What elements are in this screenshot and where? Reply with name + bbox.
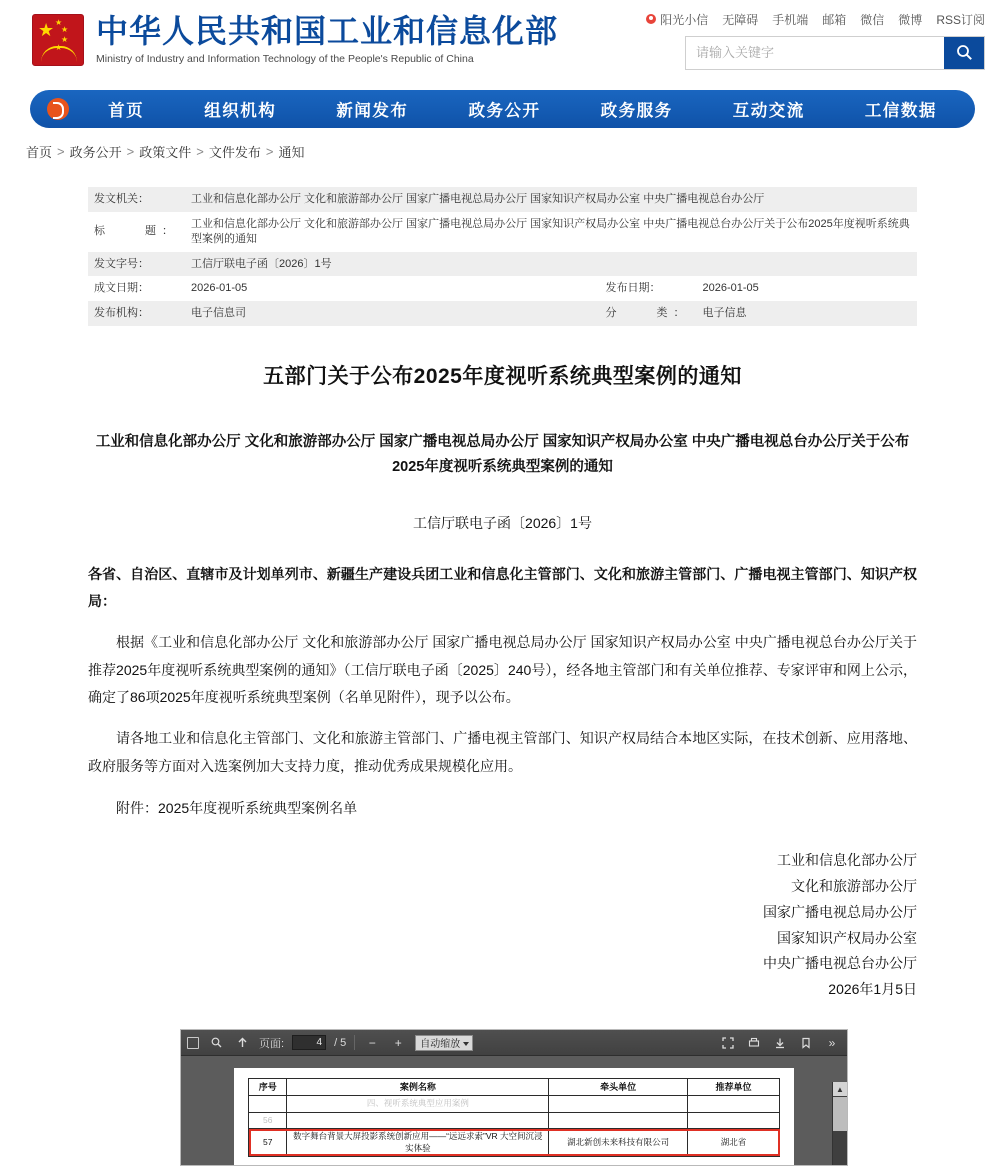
cell-lead-unit bbox=[549, 1096, 688, 1112]
meta-label: 成文日期： bbox=[94, 282, 149, 295]
quick-link-mobile[interactable]: 手机端 bbox=[772, 12, 809, 27]
nav-item-news[interactable]: 新闻发布 bbox=[336, 102, 409, 120]
column-header-no: 序号 bbox=[249, 1079, 287, 1096]
column-header-case-name: 案例名称 bbox=[287, 1079, 549, 1096]
meta-row-document-number bbox=[88, 252, 917, 277]
site-title-cn: 中华人民共和国工业和信息化部 bbox=[96, 13, 559, 50]
bookmark-icon[interactable] bbox=[797, 1034, 815, 1052]
cell-recommending-unit bbox=[688, 1112, 780, 1128]
zoom-out-icon[interactable]: − bbox=[368, 1035, 376, 1050]
document-body bbox=[88, 326, 917, 1003]
meta-label-secondary: 发布日期： bbox=[605, 282, 661, 295]
download-icon[interactable] bbox=[771, 1034, 789, 1052]
quick-link-label: 阳光小信 bbox=[660, 12, 709, 27]
breadcrumb-separator: > bbox=[265, 144, 274, 159]
print-icon[interactable] bbox=[745, 1034, 763, 1052]
breadcrumb-item-document-release[interactable]: 文件发布 bbox=[208, 145, 261, 160]
quick-link-weibo[interactable]: 微博 bbox=[898, 12, 923, 27]
meta-label: 发布机构： bbox=[94, 307, 149, 320]
signoff-line: 中央广播电视总台办公厅 bbox=[763, 955, 917, 972]
zoom-in-icon[interactable]: + bbox=[394, 1035, 402, 1050]
meta-row-dates bbox=[88, 276, 917, 301]
search-icon[interactable] bbox=[207, 1034, 225, 1052]
signoff-date: 2026年1月5日 bbox=[828, 981, 917, 998]
breadcrumb bbox=[26, 142, 1005, 161]
more-tools-icon[interactable]: » bbox=[828, 1035, 836, 1050]
quick-link-sunshine[interactable] bbox=[646, 11, 708, 28]
site-brand[interactable] bbox=[14, 14, 558, 66]
table-row bbox=[249, 1096, 780, 1112]
document-number: 工信厅联电子函〔2026〕1号 bbox=[413, 514, 592, 531]
meta-value: 工信厅联电子函〔2026〕1号 bbox=[191, 257, 332, 270]
breadcrumb-item-home[interactable]: 首页 bbox=[26, 145, 53, 160]
table-row-highlighted bbox=[249, 1129, 780, 1157]
page-up-icon[interactable] bbox=[233, 1034, 251, 1052]
nav-item-data[interactable]: 工信数据 bbox=[864, 102, 937, 120]
pdf-zoom-select[interactable]: 自动缩放 bbox=[415, 1035, 473, 1051]
document-subtitle: 工业和信息化部办公厅 文化和旅游部办公厅 国家广播电视总局办公厅 国家知识产权局办公室 中央广播电视总台办公厅关于公布2025年度视听系统典型案例的通知 bbox=[95, 434, 910, 476]
meta-value-secondary: 2026-01-05 bbox=[702, 282, 759, 295]
column-header-lead-unit: 牵头单位 bbox=[549, 1079, 688, 1096]
nav-items bbox=[78, 97, 967, 121]
toolbar-divider bbox=[354, 1035, 355, 1050]
meta-label: 标 题： bbox=[94, 225, 179, 238]
scroll-up-icon[interactable]: ▲ bbox=[833, 1082, 847, 1096]
case-list-table bbox=[248, 1078, 780, 1157]
scrollbar-thumb[interactable] bbox=[833, 1097, 847, 1131]
quick-link-rss[interactable]: RSS订阅 bbox=[936, 12, 985, 27]
table-row bbox=[249, 1112, 780, 1128]
search-icon bbox=[956, 44, 973, 61]
meta-row-issuing-authority bbox=[88, 187, 917, 212]
sidebar-toggle-icon[interactable] bbox=[187, 1037, 199, 1049]
search-input[interactable] bbox=[686, 37, 944, 69]
breadcrumb-separator: > bbox=[57, 144, 65, 159]
meta-label: 发文字号： bbox=[94, 257, 149, 270]
search-button[interactable] bbox=[944, 37, 984, 69]
document-meta-table bbox=[88, 187, 917, 326]
meta-value: 2026-01-05 bbox=[191, 282, 248, 295]
cell-case-name: 四、视听系统典型应用案例 bbox=[287, 1096, 549, 1112]
meta-value: 工业和信息化部办公厅 文化和旅游部办公厅 国家广播电视总局办公厅 国家知识产权局办公室 中央广播电视总台办公厅 bbox=[191, 193, 765, 205]
pdf-canvas bbox=[181, 1056, 847, 1165]
document-signoff bbox=[88, 848, 917, 1003]
pdf-scrollbar[interactable] bbox=[832, 1082, 847, 1165]
meta-label-secondary: 分 类： bbox=[605, 307, 691, 320]
nav-item-organization[interactable]: 组织机构 bbox=[204, 102, 277, 120]
document-paragraph-1: 根据《工业和信息化部办公厅 文化和旅游部办公厅 国家广播电视总局办公厅 国家知识产权局办公室 中央广播电视总台办公厅关于推荐2025年度视听系统典型案例的通知》（工信厅联电子函〔2025〕240号），经各地主管部门和有关单位推荐、专家评审和网上公示，确定了86项2025年度视听系统典型案例（名单见附件），现予以公布。 bbox=[88, 634, 917, 705]
main-nav bbox=[30, 90, 975, 128]
signoff-line: 国家知识产权局办公室 bbox=[777, 929, 917, 946]
fullscreen-icon[interactable] bbox=[719, 1034, 737, 1052]
site-header bbox=[0, 0, 1005, 80]
quick-link-mail[interactable]: 邮箱 bbox=[822, 12, 847, 27]
brand-text bbox=[96, 15, 558, 65]
cell-no: 57 bbox=[249, 1129, 287, 1157]
pdf-page-input[interactable] bbox=[292, 1035, 326, 1050]
meta-value: 电子信息司 bbox=[191, 307, 246, 320]
header-right bbox=[646, 11, 991, 70]
sunshine-dot-icon bbox=[646, 14, 656, 24]
pdf-page-content bbox=[234, 1068, 794, 1165]
national-emblem-icon: ★ ★ ★ ★ ★ bbox=[32, 14, 84, 66]
breadcrumb-separator: > bbox=[196, 144, 204, 159]
signoff-line: 工业和信息化部办公厅 bbox=[777, 851, 917, 868]
cell-recommending-unit bbox=[688, 1096, 780, 1112]
nav-item-government-disclosure[interactable]: 政务公开 bbox=[468, 102, 541, 120]
cell-case-name: 数字舞台背景大屏投影系统创新应用——“远远求索”VR 大空间沉浸实体验 bbox=[287, 1129, 549, 1157]
pdf-page-total: / 5 bbox=[334, 1036, 347, 1049]
pdf-page-label: 页面: bbox=[259, 1037, 285, 1050]
cell-lead-unit: 湖北新创未来科技有限公司 bbox=[549, 1129, 688, 1157]
breadcrumb-item-policy-documents[interactable]: 政策文件 bbox=[139, 145, 192, 160]
meta-row-publisher bbox=[88, 301, 917, 326]
quick-links bbox=[646, 11, 985, 28]
nav-item-government-services[interactable]: 政务服务 bbox=[600, 102, 673, 120]
meta-value: 工业和信息化部办公厅 文化和旅游部办公厅 国家广播电视总局办公厅 国家知识产权局办公室 中央广播电视总台办公厅关于公布2025年度视听系统典型案例的通知 bbox=[191, 217, 910, 245]
quick-link-wechat[interactable]: 微信 bbox=[860, 12, 885, 27]
pdf-viewer bbox=[180, 1029, 848, 1166]
nav-item-home[interactable]: 首页 bbox=[108, 102, 145, 120]
table-header-row bbox=[249, 1079, 780, 1096]
miit-logo-icon[interactable] bbox=[38, 90, 78, 128]
meta-label: 发文机关： bbox=[94, 193, 149, 205]
meta-row-title bbox=[88, 212, 917, 252]
breadcrumb-item-notice[interactable]: 通知 bbox=[278, 145, 305, 160]
cell-recommending-unit: 湖北省 bbox=[688, 1129, 780, 1157]
site-title-en: Ministry of Industry and Information Technology of the People's Republic of China bbox=[96, 52, 474, 65]
document-salutation: 各省、自治区、直辖市及计划单列市、新疆生产建设兵团工业和信息化主管部门、文化和旅游主管部门、广播电视主管部门、知识产权局： bbox=[88, 565, 917, 610]
quick-link-accessibility[interactable]: 无障碍 bbox=[722, 12, 759, 27]
breadcrumb-separator: > bbox=[126, 144, 135, 159]
signoff-line: 国家广播电视总局办公厅 bbox=[763, 903, 917, 920]
breadcrumb-item-disclosure[interactable]: 政务公开 bbox=[69, 145, 122, 160]
pdf-toolbar bbox=[181, 1030, 847, 1056]
document-attachment[interactable]: 附件：2025年度视听系统典型案例名单 bbox=[116, 799, 358, 816]
search-box bbox=[685, 36, 985, 70]
meta-value-secondary: 电子信息 bbox=[702, 307, 747, 320]
signoff-line: 文化和旅游部办公厅 bbox=[791, 877, 917, 894]
cell-case-name bbox=[287, 1112, 549, 1128]
cell-no bbox=[249, 1096, 287, 1112]
nav-item-interaction[interactable]: 互动交流 bbox=[732, 102, 805, 120]
document-paragraph-2: 请各地工业和信息化主管部门、文化和旅游主管部门、广播电视主管部门、知识产权局结合本地区实际，在技术创新、应用落地、政府服务等方面对入选案例加大支持力度，推动优秀成果规模化应用。 bbox=[88, 730, 917, 774]
cell-no: 56 bbox=[249, 1112, 287, 1128]
page-title: 五部门关于公布2025年度视听系统典型案例的通知 bbox=[263, 365, 742, 389]
column-header-recommending-unit: 推荐单位 bbox=[688, 1079, 780, 1096]
cell-lead-unit bbox=[549, 1112, 688, 1128]
